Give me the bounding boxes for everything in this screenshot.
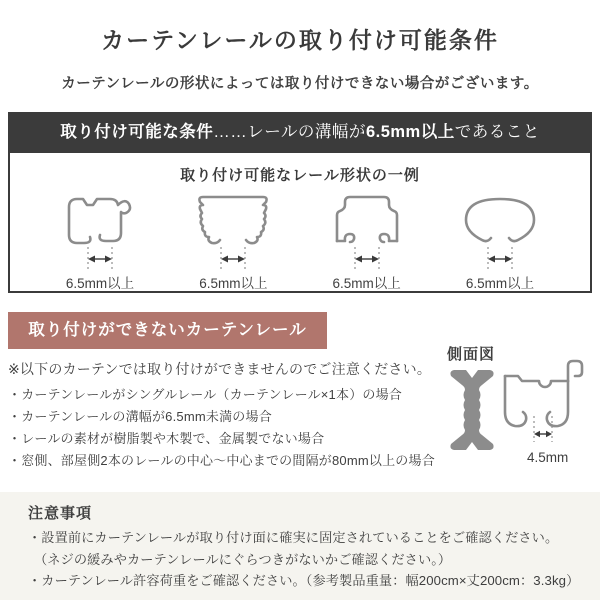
dimension-arrow-2-icon — [191, 247, 275, 271]
rail-examples-box — [8, 153, 592, 293]
page-subtitle: カーテンレールの形状によっては取り付けできない場合がございます。 — [61, 76, 539, 92]
dimension-arrow-4-icon — [458, 247, 542, 271]
banner-text2: であること — [454, 123, 540, 141]
ng-bullet-2: ・カーテンレールの溝幅が6.5mm未満の場合 — [8, 409, 272, 424]
ng-bullet-3: ・レールの素材が樹脂製や木製で、金属製でない場合 — [8, 431, 325, 446]
banner-text1: レールの溝幅が — [247, 123, 366, 141]
rail-example-3 — [303, 189, 431, 292]
dimension-label-1: 6.5mm以上 — [65, 276, 135, 291]
rail-examples-row — [10, 185, 590, 292]
dimension-label-4: 6.5mm以上 — [465, 276, 535, 291]
dimension-arrow-1-icon — [58, 247, 142, 271]
rail-cross-section-4-icon — [454, 189, 546, 247]
ng-bullet-4: ・窓側、部屋側2本のレールの中心〜中心までの間隔が80mm以上の場合 — [8, 453, 435, 468]
not-installable-banner: 取り付けができないカーテンレール — [8, 312, 327, 349]
cautions-heading: 注意事項 — [28, 505, 93, 522]
side-view-dimension-label: 4.5mm — [527, 450, 569, 465]
ng-bullet-1: ・カーテンレールがシングルレール（カーテンレール×1本）の場合 — [8, 387, 402, 402]
caution-item-1: ・設置前にカーテンレールが取り付け面に確実に固定されていることをご確認ください。 — [28, 530, 559, 545]
not-installable-note: ※以下のカーテンでは取り付けができませんのでご注意ください。 — [8, 361, 432, 377]
installable-section — [8, 112, 592, 293]
rail-example-1 — [36, 189, 164, 292]
dimension-label-3: 6.5mm以上 — [332, 276, 401, 291]
caution-item-2: ・カーテンレール許容荷重をご確認ください。（参考製品重量：幅200cm×丈200cm：3.3kg） — [28, 573, 580, 588]
rail-cross-section-1-icon — [60, 189, 140, 247]
rail-side-view-icon — [502, 354, 594, 450]
banner-groove-width: 6.5mm以上 — [365, 123, 455, 141]
dimension-arrow-3-icon — [325, 247, 409, 271]
rail-cross-section-2-icon — [187, 189, 279, 247]
page-title: カーテンレールの取り付け可能条件 — [101, 27, 499, 53]
rail-cross-section-3-icon — [325, 189, 409, 247]
runner-side-view-icon — [446, 366, 498, 466]
not-installable-bullets — [8, 384, 435, 472]
rail-example-4 — [436, 189, 564, 292]
rail-example-2 — [169, 189, 297, 292]
cautions-list — [28, 527, 579, 592]
installable-condition-banner — [8, 112, 592, 153]
caution-item-1-continued: （ネジの緩みやカーテンレールにぐらつきがないかご確認ください。） — [34, 551, 452, 567]
banner-lead: 取り付け可能な条件 — [60, 123, 214, 141]
dimension-label-2: 6.5mm以上 — [199, 276, 268, 291]
rail-examples-heading: 取り付け可能なレール形状の一例 — [180, 167, 420, 184]
banner-dots: …… — [213, 123, 248, 141]
side-view-label: 側面図 — [447, 346, 496, 363]
